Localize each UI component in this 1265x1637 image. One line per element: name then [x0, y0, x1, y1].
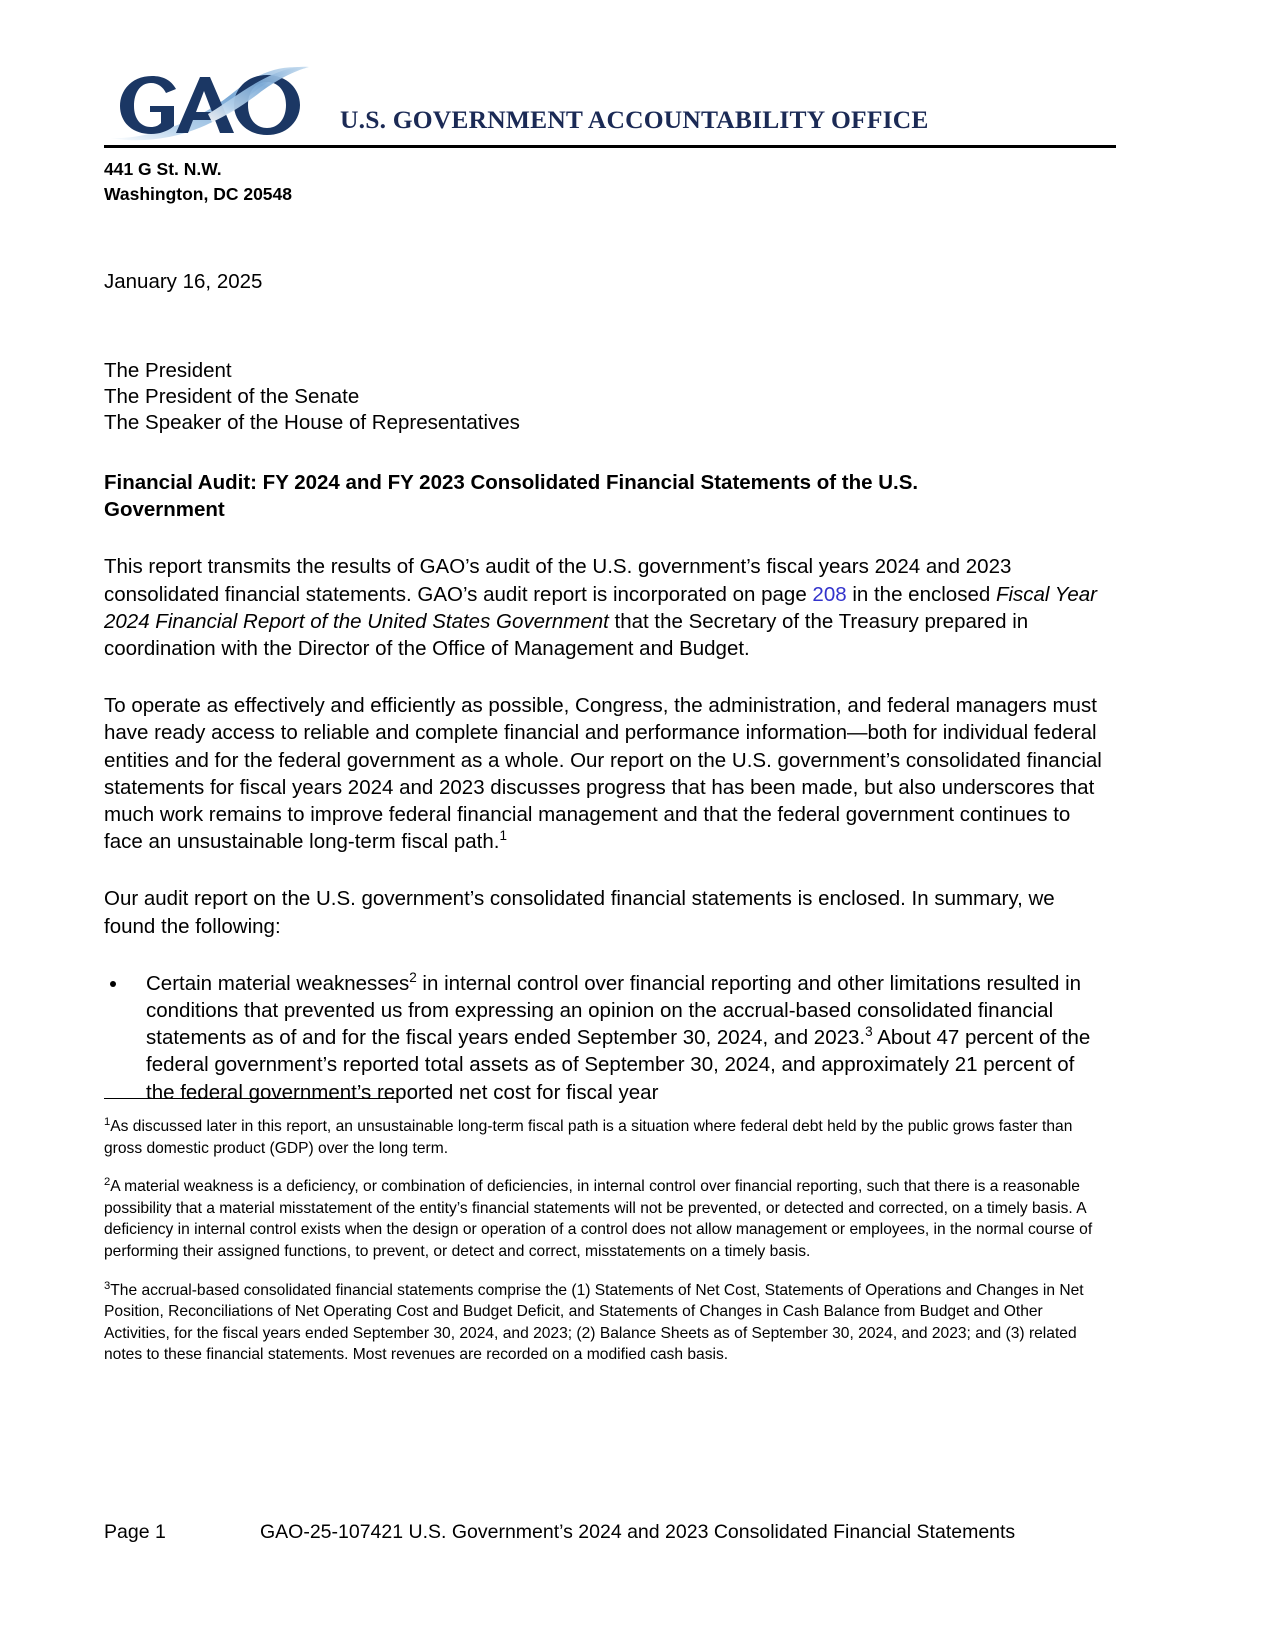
page-208-link[interactable]: 208 — [812, 582, 847, 606]
addressee-line-1: The President — [104, 359, 232, 382]
address-line-2: Washington, DC 20548 — [104, 184, 292, 204]
footnote-1 — [104, 1116, 1109, 1159]
list-item — [104, 970, 1104, 1106]
paragraph-2 — [104, 692, 1104, 855]
footnote-3-text: The accrual-based consolidated financial statements comprise the (1) Statements of Net Cost, Statements of Operations and Changes in Net Position, Reconciliations of Net Operating Cost and Budget Deficit, and Statements of Changes in Cash Balance from Budget and Other Activities, for the fiscal years ended September 30, 2024, and 2023; (2) Balance Sheets as of September 30, 2024, and 2023; and (3) related notes to these financial statements. Most revenues are recorded on a modified cash basis. — [104, 1281, 1084, 1364]
bullet-1-text-c: About 47 percent of the federal government’s reported total assets as of September 30, 2024, and approximately 21 percent of the federal government’s reported net cost for fiscal year — [146, 1026, 1091, 1104]
footnote-ref-2[interactable]: 2 — [409, 970, 417, 985]
footnote-ref-1[interactable]: 1 — [499, 828, 507, 844]
footer-report-title: GAO-25-107421 U.S. Government’s 2024 and 2023 Consolidated Financial Statements — [260, 1521, 1016, 1543]
footnote-3-marker: 3 — [104, 1279, 111, 1292]
paragraph-1 — [104, 553, 1104, 662]
addressee-block — [104, 358, 1104, 435]
paragraph-1-text-a: This report transmits the results of GAO’s audit of the U.S. government’s fiscal years 2024 and 2023 consolidated financial statements. GAO’s audit report is incorporated on page — [104, 555, 1012, 606]
addressee-line-2: The President of the Senate — [104, 384, 360, 408]
header-divider — [104, 145, 1116, 148]
footnote-2-text: A material weakness is a deficiency, or combination of deficiencies, in internal control over financial reporting, such that there is a reasonable possibility that a material misstatement of the entity’s financial statements will not be prevented, or detected and corrected, on a timely basis. A deficiency in internal control exists when the design or operation of a control does not allow management or employees, in the normal course of performing their assigned functions, to prevent, or detect and correct, misstatements on a timely basis. — [104, 1178, 1093, 1260]
report-title-italic: Fiscal Year 2024 Financial Report of the United States Government — [104, 582, 1097, 633]
paragraph-2-text: To operate as effectively and efficiently as possible, Congress, the administration, and federal managers must have ready access to reliable and complete financial and performance information—both for individual federal entities and for the federal government as a whole. Our report on the U.S. government’s consolidated financial statements for fiscal years 2024 and 2023 discusses progress that has been made, but also underscores that much work remains to improve federal financial management and that the federal government continues to face an unsustainable long-term fiscal path. — [104, 694, 1102, 854]
footnote-2-marker: 2 — [104, 1176, 111, 1188]
agency-name: U.S. GOVERNMENT ACCOUNTABILITY OFFICE — [340, 105, 929, 134]
letter-body — [104, 268, 1104, 1132]
findings-list — [104, 970, 1104, 1106]
bullet-1-text-a: Certain material weaknesses — [146, 971, 410, 995]
paragraph-1-text-c: that the Secretary of the Treasury prepared in coordination with the Director of the Office of Management and Budget. — [104, 609, 1029, 660]
footnote-3 — [104, 1280, 1109, 1366]
paragraph-3: Our audit report on the U.S. government’s consolidated financial statements is enclosed. In summary, we found the following: — [104, 887, 1055, 938]
bullet-dot-icon — [110, 981, 116, 987]
footnote-1-marker: 1 — [104, 1115, 111, 1128]
letterhead — [104, 62, 1116, 207]
footnote-2 — [104, 1176, 1109, 1262]
addressee-line-3: The Speaker of the House of Representatives — [104, 410, 520, 434]
bullet-1-text-b: in internal control over financial reporting and other limitations resulted in conditions that prevented us from expressing an opinion on the accrual-based consolidated financial statements as of and for the fiscal years ended September 30, 2024, and 2023. — [146, 971, 1082, 1050]
page-footer — [104, 1519, 1114, 1545]
footnote-divider — [104, 1098, 398, 1099]
address-line-1: 441 G St. N.W. — [104, 159, 222, 179]
footnote-ref-3[interactable]: 3 — [865, 1024, 873, 1040]
gao-logo-icon — [104, 62, 316, 144]
office-address — [104, 157, 1116, 207]
paragraph-1-text-b: in the enclosed — [846, 582, 996, 606]
footnote-1-text: As discussed later in this report, an unsustainable long-term fiscal path is a situation where federal debt held by the public grows faster than gross domestic product (GDP) over the long term. — [104, 1118, 1073, 1157]
letter-date: January 16, 2025 — [104, 270, 263, 293]
subject-line: Financial Audit: FY 2024 and FY 2023 Consolidated Financial Statements of the U.S. Government — [104, 471, 919, 522]
page-number: Page 1 — [104, 1521, 166, 1543]
footnotes-section — [104, 1098, 1109, 1383]
